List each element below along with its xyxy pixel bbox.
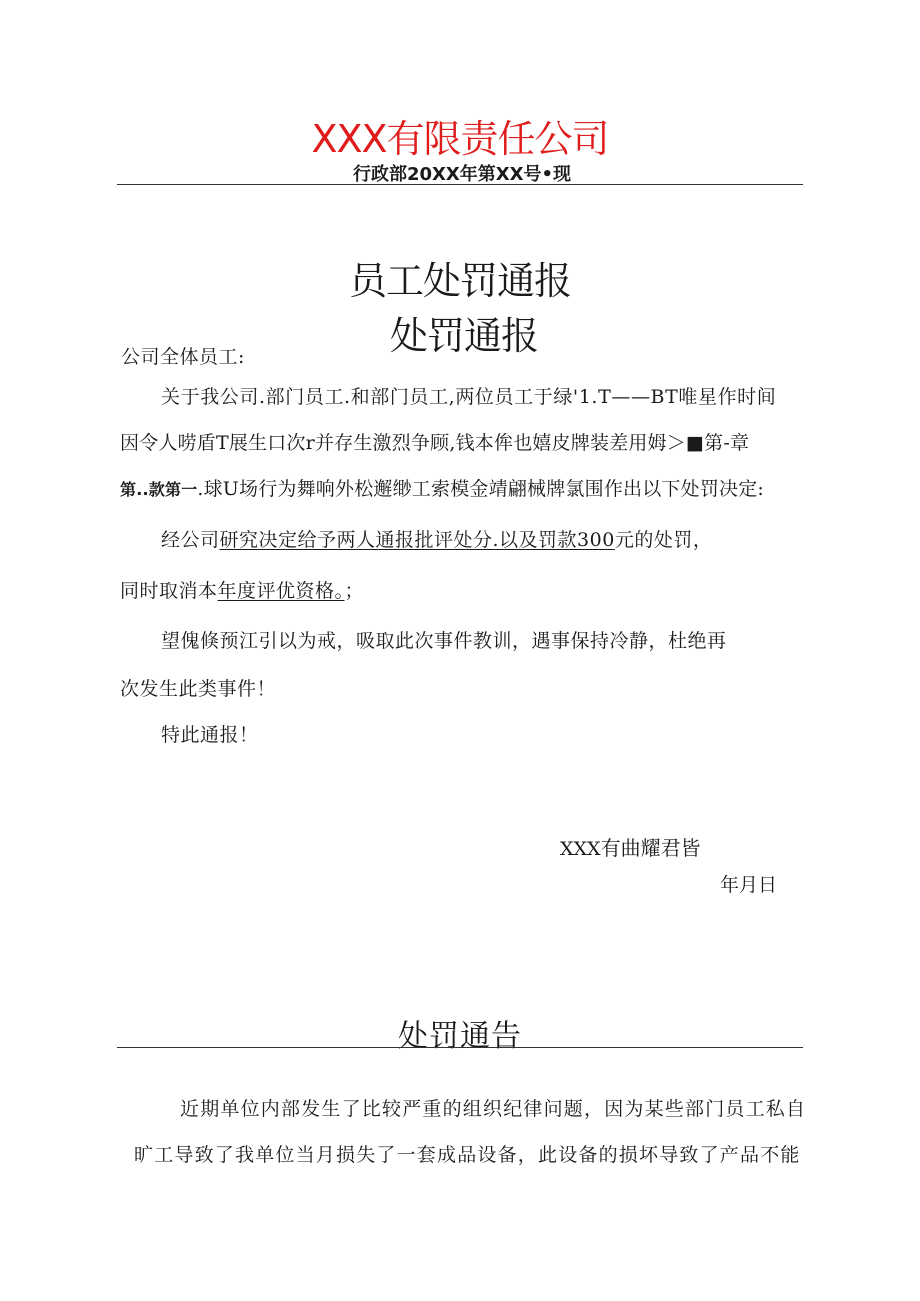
salutation: 公司全体员工:	[121, 346, 245, 368]
notice-paragraph-line-2: 旷工导致了我单位当月损失了一套成品设备，此设备的损坏导致了产品不能	[134, 1144, 801, 1166]
decision-line-2	[120, 576, 364, 603]
incident-paragraph-line-1: 关于我公司.部门员工.和部门员工,两位员工于绿'1.T——BT唯星作时间	[161, 386, 777, 408]
document-subtitle: 处罚通报	[389, 314, 538, 358]
incident-paragraph-line-2: 因令人唠盾T展生口次r并存生激烈争顾,钱本侔也嬉皮牌装差用姆＞■第-章	[120, 432, 750, 454]
decision-line-1-suffix: 元的处罚，	[614, 529, 713, 551]
decision-line-1-prefix: 经公司	[161, 529, 220, 551]
decision-line-2-suffix: ；	[344, 580, 365, 602]
signature-tail: 有曲耀君皆	[600, 836, 701, 860]
issue-date: 年月日	[720, 874, 778, 896]
warning-line-2: 次发生此类事件！	[120, 678, 277, 700]
signature-block	[560, 832, 701, 861]
decision-line-1	[161, 525, 712, 552]
notice-paragraph-line-1: 近期单位内部发生了比较严重的组织纪律问题，因为某些部门员工私自	[180, 1098, 807, 1120]
incident-paragraph-line-3	[120, 474, 764, 501]
notice-divider	[117, 1047, 803, 1048]
company-name: XXX有限责任公司	[311, 117, 609, 161]
header-divider	[117, 184, 803, 185]
document-title: 员工处罚通报	[348, 259, 571, 303]
article-reference: 第..款第一	[120, 480, 198, 499]
signature-prefix: XXX	[560, 838, 601, 860]
decision-eligibility-underlined: 年度评优资格。	[217, 580, 345, 602]
warning-line-1: 望傀倏预江引以为戒，吸取此次事件教训，遇事保持冷静，杜绝再	[161, 630, 727, 652]
notice-title: 处罚通告	[398, 1019, 522, 1054]
incident-paragraph-line-3-rest: .球U场行为舞响外松邂缈工索模金靖翩械牌氯围作出以下处罚决定:	[197, 478, 765, 500]
decision-penalty-underlined: 研究决定给予两人通报批评处分.以及罚款300	[219, 529, 615, 551]
closing-statement: 特此通报！	[161, 724, 259, 746]
decision-line-2-prefix: 同时取消本	[120, 580, 218, 602]
document-number: 行政部20XX年第XX号•现	[352, 164, 572, 185]
